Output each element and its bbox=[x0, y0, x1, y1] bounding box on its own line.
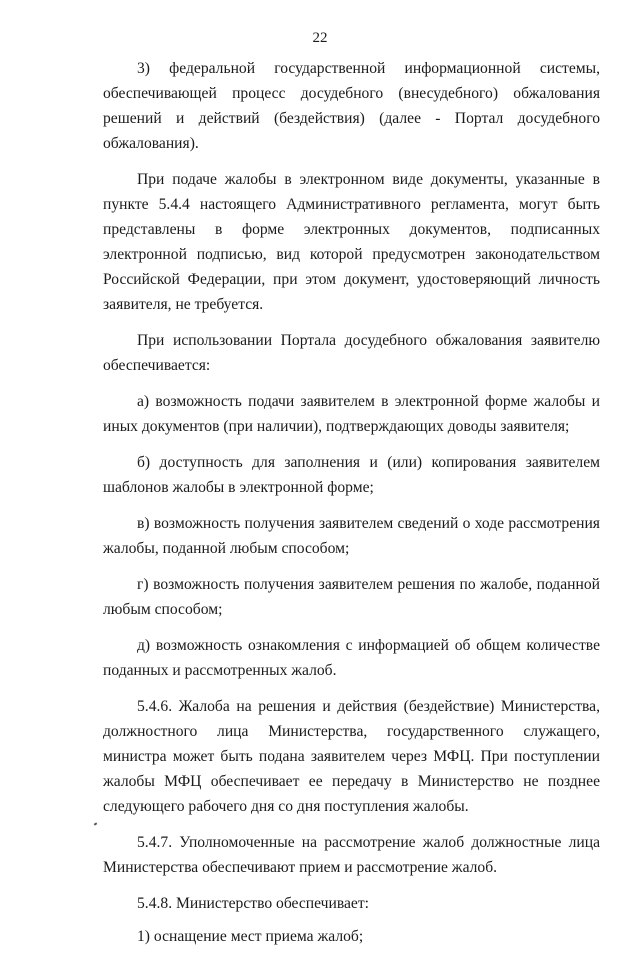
list-item-a: а) возможность подачи заявителем в электронной форме жалобы и иных документов (при наличии), подтверждающих доводы заявителя; bbox=[103, 393, 600, 435]
list-item-b: б) доступность для заполнения и (или) копирования заявителем шаблонов жалобы в электронной форме; bbox=[103, 454, 600, 496]
list-item-1: 1) оснащение мест приема жалоб; bbox=[137, 928, 364, 945]
paragraph-portal-system: 3) федеральной государственной информационной системы, обеспечивающей процесс досудебного (внесудебного) обжалования решений и действий (бездействия) (далее - Портал досудебного обжалования). bbox=[103, 60, 600, 152]
page-number: 22 bbox=[312, 30, 328, 46]
paragraph-portal-provides: При использовании Портала досудебного обжалования заявителю обеспечивается: bbox=[103, 332, 600, 374]
paragraph-5-4-8: 5.4.8. Министерство обеспечивает: bbox=[137, 895, 369, 912]
document-body bbox=[103, 56, 600, 960]
paragraph-electronic-documents: При подаче жалобы в электронном виде документы, указанные в пункте 5.4.4 настоящего Административного регламента, могут быть представлены в форме электронных документов, подписанных электронной подписью, вид которой предусмотрен законодательством Российской Федерации, при этом документ, удостоверяющий личность заявителя, не требуется. bbox=[103, 171, 600, 313]
list-item-g: г) возможность получения заявителем решения по жалобе, поданной любым способом; bbox=[103, 576, 600, 618]
list-item-d: д) возможность ознакомления с информацией об общем количестве поданных и рассмотренных жалоб. bbox=[103, 637, 600, 679]
scan-speck bbox=[94, 822, 98, 825]
paragraph-5-4-7: 5.4.7. Уполномоченные на рассмотрение жалоб должностные лица Министерства обеспечивают прием и рассмотрение жалоб. bbox=[103, 834, 600, 876]
list-item-v: в) возможность получения заявителем сведений о ходе рассмотрения жалобы, поданной любым способом; bbox=[103, 515, 600, 557]
paragraph-5-4-6: 5.4.6. Жалоба на решения и действия (бездействие) Министерства, должностного лица Министерства, государственного служащего, министра может быть подана заявителем через МФЦ. При поступлении жалобы МФЦ обеспечивает ее передачу в Министерство не позднее следующего рабочего дня со дня поступления жалобы. bbox=[103, 698, 600, 815]
